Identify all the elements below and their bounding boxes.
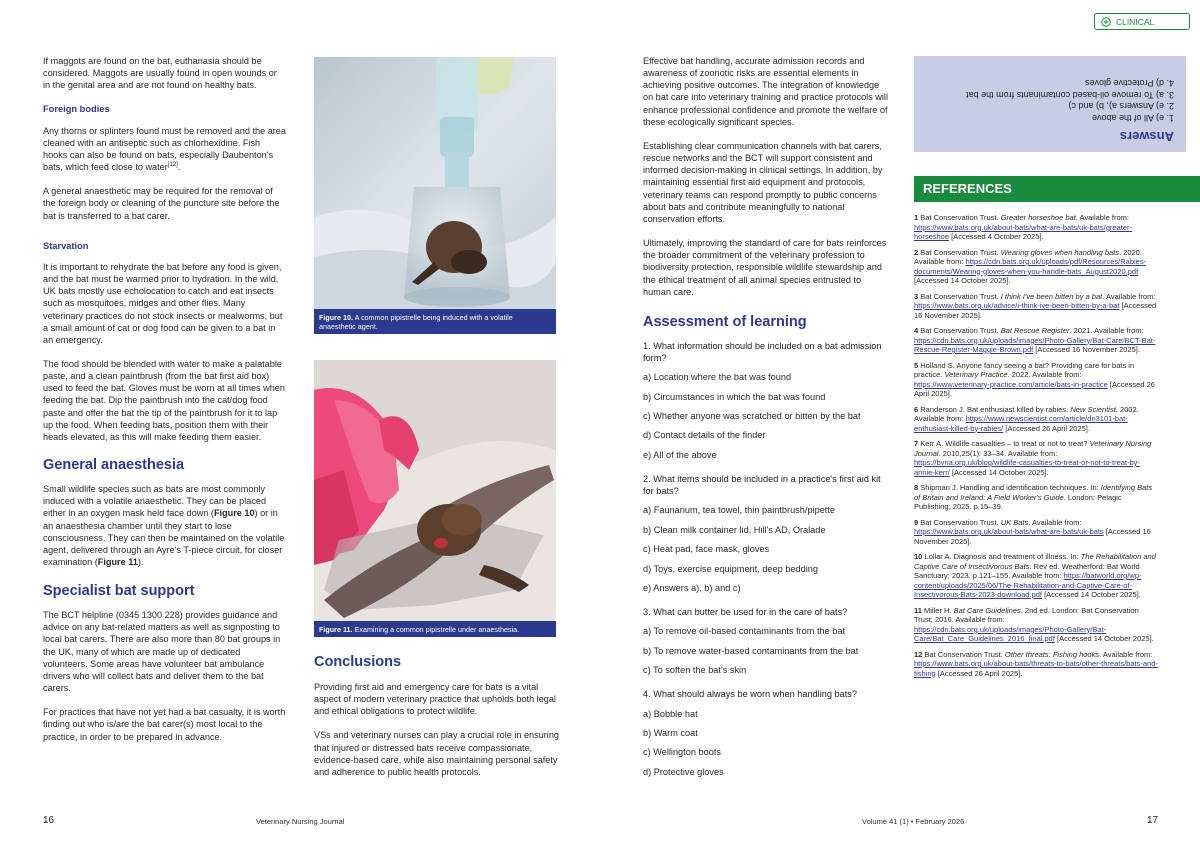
heading-conclusions: Conclusions — [314, 654, 402, 670]
references-list — [914, 213, 1159, 684]
reference-link[interactable]: https://www.bats.org.uk/about-bats/threats-to-bats/other-threats/bats-and-fishing — [914, 659, 1158, 678]
answer-option: d) Toys, exercise equipment, deep bedding — [643, 563, 819, 574]
plus-circle-icon — [1101, 17, 1111, 27]
paragraph: A general anaesthetic may be required for the removal of the foreign body or cleaning of the puncture site before the bat is transferred to a bat carer. — [43, 186, 280, 221]
figure-11-caption: Figure 11. Examining a common pipistrelle under anaesthesia. — [314, 621, 556, 637]
left-column — [43, 55, 286, 755]
figure-ref[interactable]: Figure 11 — [97, 557, 138, 567]
heading-specialist-bat-support: Specialist bat support — [43, 583, 195, 600]
answer-option: b) Warm coat — [643, 727, 698, 738]
question-block — [643, 606, 888, 676]
citation: [12] — [167, 162, 178, 169]
reference-link[interactable]: https://cdn.bats.org.uk/uploads/images/Photo-Gallery/Bat-Care/Bat_Care_Guidelines_2016_final.pdf — [914, 624, 1107, 643]
answer-option: c) Whether anyone was scratched or bitten by the bat — [643, 411, 861, 421]
reference-link[interactable]: https://www.bats.org.uk/about-bats/what-are-bats/uk-bats/greater-horseshoe — [914, 222, 1133, 241]
answer-option: a) Faunarium, tea towel, thin paintbrush/pipette — [643, 505, 836, 516]
answer-option: c) Heat pad, face mask, gloves — [643, 544, 770, 555]
reference-item: 2 Bat Conservation Trust. Wearing gloves when handling bats. 2020. Available from: https://cdn.bats.org.uk/uploads/pdf/Resources/Rabies-documents/Wearing-gloves-when-you-handle-bats_August2020.pdf [Accessed 14 October 2025]. — [914, 247, 1147, 285]
center-column — [643, 55, 888, 785]
paragraph: VSs and veterinary nurses can play a crucial role in ensuring that injured or distressed bats receive compassionate, evidence-based care, while also maintaining personal safety and adherence to public health protocols. — [314, 730, 559, 777]
reference-link[interactable]: https://bvna.org.uk/blog/wildlife-casualties-to-treat-or-not-to-treat-by-annie-kerr/ — [914, 458, 1140, 477]
reference-item: 9 Bat Conservation Trust. UK Bats. Available from: https://www.bats.org.uk/about-bats/what-are-bats/uk-bats [Accessed 16 November 2025]. — [914, 517, 1151, 546]
references-banner — [914, 176, 1200, 202]
reference-item: 7 Kerr A. Wildlife casualties – to treat or not to treat? Veterinary Nursing Journal. 2010,25(1): 33–34. Available from: https://bvna.org.uk/blog/wildlife-casualties-to-treat-or-not-to-treat-by-annie-kerr/ [Accessed 14 October 2025]. — [914, 439, 1152, 477]
answer-option: b) Circumstances in which the bat was found — [643, 391, 826, 402]
paragraph: The food should be blended with water to make a palatable paste, and a clean paintbrush (from the bat first aid box) used to feed the bat. Gloves must be worn at all times when feeding the bat. Dip the paintbrush into the cat/dog food paste and offer the bat the tip of the paintbrush for it to lap up the food. When feeding bats, position them with their heads elevated, as this will make feeding them easier. — [43, 358, 285, 442]
reference-link[interactable]: https://cdn.bats.org.uk/uploads/images/Photo-Gallery/Bat-Care/BCT-Bat-Rescue-Register-Maggie-Brown.pdf — [914, 335, 1156, 354]
question-text: 1. What information should be included on a bat admission form? — [643, 340, 882, 364]
figure-10-photo — [314, 57, 556, 309]
reference-item: 4 Bat Conservation Trust. Bat Rescue Register. 2021. Available from: https://cdn.bats.org.uk/uploads/images/Photo-Gallery/Bat-Care/BCT-Bat-Rescue-Register-Maggie-Brown.pdf [Accessed 16 November 2025]. — [914, 326, 1156, 354]
reference-link[interactable]: https://batworld.org/wp-content/uploads/2025/06/The-Rehabilitation-and-Captive-Care-of-Insectivorous-Bats-2023-download.pdf — [914, 571, 1142, 599]
answer-item: 2. e) Answers a), b) and c) — [1068, 101, 1174, 112]
question-block — [643, 688, 888, 778]
reference-item: 11 Miller H. Bat Care Guidelines. 2nd ed. London: Bat Conservation Trust; 2016. Available from: https://cdn.bats.org.uk/uploads/images/Photo-Gallery/Bat-Care/Bat_Care_Guidelines_2016_final.pdf [Accessed 14 October 2025]. — [914, 605, 1154, 643]
answers-box — [914, 56, 1186, 152]
question-block — [643, 340, 888, 461]
answer-option: b) To remove water-based contaminants from the bat — [643, 645, 859, 656]
paragraph: For practices that have not yet had a bat casualty, it is worth finding out who is/are the bat carer(s) most local to the practice, in order to be prepared in advance. — [43, 707, 286, 742]
answer-option: e) All of the above — [643, 449, 717, 460]
answer-option: a) Bobble hat — [643, 708, 698, 719]
reference-item: 3 Bat Conservation Trust. I think I've been bitten by a bat. Available from: https://www.bats.org.uk/advice/i-think-ive-been-bitten-by-a-bat [Accessed 16 November 2025]. — [914, 291, 1157, 320]
answer-option: b) Clean milk container lid, Hill's AD, Oralade — [643, 524, 826, 535]
answer-option: a) Location where the bat was found — [643, 372, 792, 383]
answers-heading: Answers — [1119, 129, 1174, 144]
page-number-left: 16 — [43, 815, 55, 826]
question-block — [643, 473, 888, 594]
references-heading: REFERENCES — [923, 181, 1012, 196]
answer-option: e) Answers a), b) and c) — [643, 582, 741, 593]
section-label: CLINICAL — [1116, 16, 1155, 27]
answer-option: a) To remove oil-based contaminants from the bat — [643, 626, 846, 637]
answer-item: 3. a) To remove oil-based contaminants from the bat — [966, 90, 1174, 100]
reference-link[interactable]: https://www.veterinary-practice.com/article/bats-in-practice — [914, 379, 1108, 389]
journal-name: Veterinary Nursing Journal — [256, 817, 345, 826]
paragraph: Ultimately, improving the standard of care for bats reinforces the broader commitment of the veterinary profession to biodiversity protection, responsible wildlife stewardship and the ethical treatment of all animal species entrusted to human care. — [643, 238, 887, 297]
figure-ref[interactable]: Figure 10 — [213, 508, 255, 519]
reference-item: 8 Shipman J. Handling and identification techniques. In: Identifying Bats of Britain and Ireland: A Field Worker's Guide. London: Pelagic Publishing; 2025. p.15–39. — [914, 483, 1153, 511]
page-number-right: 17 — [1147, 815, 1159, 826]
question-text: 4. What should always be worn when handling bats? — [643, 689, 857, 700]
reference-item: 5 Holland S. Anyone fancy seeing a bat? Providing care for bats in practice. Veterinary Practice. 2022. Available from: https://www.veterinary-practice.com/article/bats-in-practice [Accessed 26 April 2025]. — [914, 360, 1155, 398]
question-text: 2. What items should be included in a practice's first aid kit for bats? — [643, 473, 881, 497]
figure-10-caption: Figure 10. A common pipistrelle being induced with a volatile anaesthetic agent. — [314, 309, 556, 334]
reference-item: 12 Bat Conservation Trust. Other threats: Fishing hooks. Available from: https://www.bats.org.uk/about-bats/threats-to-bats/other-threats/bats-and-fishing [Accessed 26 April 2025]. — [914, 649, 1158, 678]
answer-item: 4. d) Protective gloves — [1084, 78, 1174, 89]
subheading-foreign-bodies: Foreign bodies — [43, 104, 110, 115]
paragraph: If maggots are found on the bat, euthanasia should be considered. Maggots are usually found in open wounds or in the genital area and are not found on healthy bats. — [43, 56, 277, 91]
paragraph: Any thorns or splinters found must be removed and the area cleaned with an antiseptic such as chlorhexidine. Fish hooks can also be found on bats, especially Daubenton's bats, which feed close to water[12]. — [43, 125, 286, 173]
reference-link[interactable]: https://www.newscientist.com/article/dn3101-bat-enthusiast-killed-by-rabies/ — [914, 414, 1128, 433]
paragraph: Establishing clear communication channels with bat carers, rescue networks and the BCT will support consistent and informed decision-making in clinical settings. In addition, by maintaining essential first aid equipment and protocols, veterinary teams can respond promptly to public concerns about bats and contribute meaningfully to national conservation efforts. — [643, 140, 883, 224]
answer-option: c) Wellington boots — [643, 747, 721, 758]
answer-option: d) Contact details of the finder — [643, 430, 766, 441]
conclusions-section — [314, 653, 559, 790]
paragraph: It is important to rehydrate the bat before any food is given, and the bat must be warmed prior to hydration. In the wild, UK bats mostly use echolocation to catch and eat insects such as mosquitoes, midges and other flies. Many veterinary practices do not stock insects or mealworms, but a small amount of cat or dog food can be given to a bat in an emergency. — [43, 261, 283, 345]
paragraph: Small wildlife species such as bats are most commonly induced with a volatile anaesthetic. They can be placed either in an oxygen mask held face down (Figure 10) or in an anaesthesia chamber until they start to lose consciousness. They can then be maintained on the volatile agent, delivered through an Ayre's T-piece circuit, for closer examination (Figure 11). — [43, 484, 285, 567]
answer-item: 1. e) All of the above — [1091, 113, 1174, 123]
paragraph: The BCT helpline (0345 1300 228) provides guidance and advice on any bat-related matters as well as signposting to local bat carers. There are also more than 80 bat groups in the UK, many of which are made up of dedicated volunteers. Some areas have volunteer bat ambulance drivers who will collect bats and deliver them to the bat carers. — [43, 610, 281, 694]
issue-info: Volume 41 (1) • February 2026 — [862, 817, 965, 826]
heading-assessment: Assessment of learning — [643, 313, 807, 330]
reference-item: 6 Randerson J. Bat enthusiast killed by rabies. New Scientist. 2002. Available from: https://www.newscientist.com/article/dn3101-bat-enthusiast-killed-by-rabies/ [Accessed 26 April 2025]. — [914, 404, 1139, 433]
subheading-starvation: Starvation — [43, 240, 89, 251]
reference-link[interactable]: https://cdn.bats.org.uk/uploads/pdf/Resources/Rabies-documents/Wearing-gloves-when-you-handle-bats_August2020.pdf — [914, 257, 1147, 276]
paragraph: Providing first aid and emergency care for bats is a vital aspect of modern veterinary practice that upholds both legal and ethical obligations to protect wildlife. — [314, 682, 556, 717]
reference-item: 1 Bat Conservation Trust. Greater horseshoe bat. Available from: https://www.bats.org.uk/about-bats/what-are-bats/uk-bats/greater-horseshoe [Accessed 4 October 2025]. — [914, 213, 1133, 241]
answer-option: d) Protective gloves — [643, 766, 724, 777]
paragraph: Effective bat handling, accurate admission records and awareness of zoonotic risks are essential elements in achieving positive outcomes. The integration of knowledge on bat care into veterinary training and practice protocols will enhance professional confidence and promote the welfare of these ecologically significant species. — [643, 56, 888, 127]
figure-11-photo — [314, 360, 556, 621]
reference-item: 10 Lollar A. Diagnosis and treatment of illness. In: The Rehabilitation and Captive Care of Insectivorous Bats. Rev ed. Weatherford: Bat World Sanctuary; 2023. p.121–155. Available from: https://batworld.org/wp-content/uploads/2025/06/The-Rehabilitation-and-Captive-Care-of-Insectivorous-Bats-2023-download.pdf [Accessed 14 October 2025]. — [914, 552, 1156, 599]
reference-link[interactable]: https://www.bats.org.uk/advice/i-think-ive-been-bitten-by-a-bat — [914, 301, 1120, 310]
answer-option: c) To soften the bat's skin — [643, 665, 747, 676]
section-badge — [1094, 13, 1190, 30]
heading-general-anaesthesia: General anaesthesia — [43, 457, 185, 474]
question-text: 3. What can butter be used for in the care of bats? — [643, 607, 848, 618]
reference-link[interactable]: https://www.bats.org.uk/about-bats/what-are-bats/uk-bats — [914, 527, 1104, 536]
